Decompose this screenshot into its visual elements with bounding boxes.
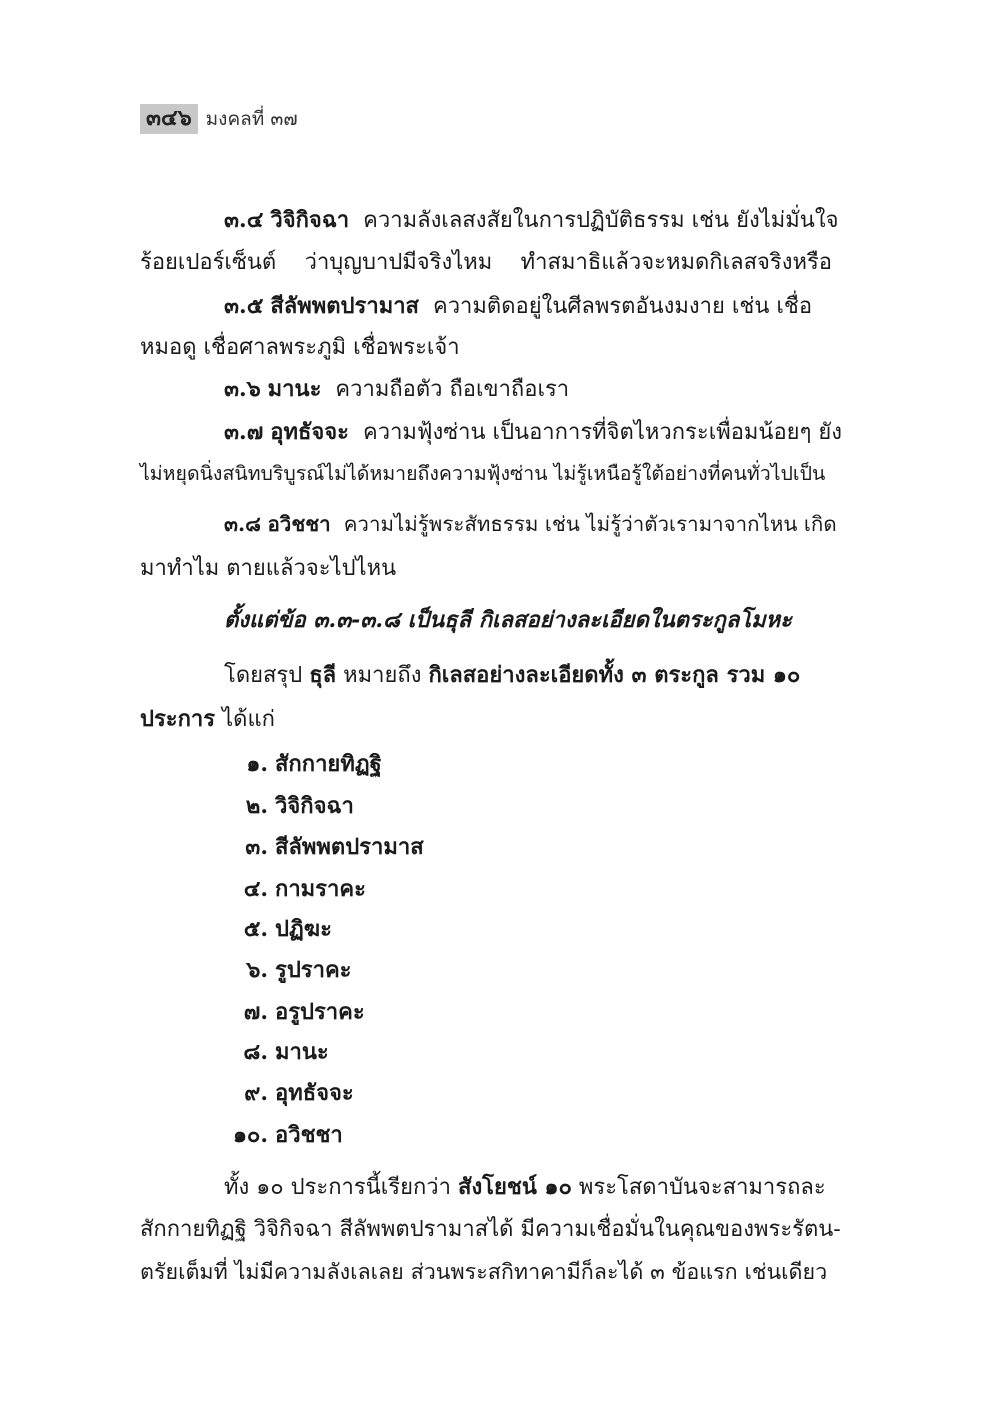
item-text: ความถือตัว ถือเขาถือเรา [335, 377, 570, 402]
item-number: ๓.๔ [224, 207, 264, 233]
final-line-2: สักกายทิฏฐิ วิจิกิจฉา สีลัพพตปรามาสได้ มีความเชื่อมั่นในคุณของพระรัตน- [140, 1217, 841, 1242]
list-item [224, 751, 524, 778]
item-number: ๓.๗ [224, 419, 264, 445]
summary-text-f: ได้แก่ [222, 707, 275, 732]
list-item [224, 793, 524, 820]
list-text: สีลัพพตปรามาส [275, 834, 424, 860]
item-term: อุทธัจจะ [270, 419, 349, 445]
page-header [140, 104, 298, 134]
summary-line-1 [224, 662, 832, 689]
summary-text-a: โดยสรุป [224, 663, 303, 688]
running-title: มงคลที่ ๓๗ [205, 108, 298, 131]
list-item [224, 834, 524, 861]
page-number: ๓๔๖ [140, 104, 198, 134]
list-item [224, 999, 524, 1026]
list-text: วิจิกิจฉา [275, 793, 354, 819]
list-number: ๗. [243, 999, 268, 1025]
list-item [224, 876, 524, 903]
summary-line-2 [140, 706, 275, 733]
list-text: มานะ [275, 1039, 329, 1065]
list-number: ๑. [246, 751, 268, 777]
item-text: ความลังเลสงสัยในการปฏิบัติธรรม เช่น ยังไม่มั่นใจ [363, 208, 839, 233]
final-text-a: ทั้ง ๑๐ ประการนี้เรียกว่า [224, 1175, 452, 1200]
summary-text-c: หมายถึง [343, 663, 422, 688]
paragraph-3-5-line-2: หมอดู เชื่อศาลพระภูมิ เชื่อพระเจ้า [140, 335, 460, 360]
summary-term: ธุลี [309, 662, 337, 688]
list-text: กามราคะ [275, 876, 366, 902]
item-number: ๓.๕ [224, 293, 264, 319]
list-number: ๓. [245, 834, 268, 860]
list-number: ๙. [244, 1080, 268, 1106]
summary-bold-e: ประการ [140, 706, 216, 732]
final-line-3: ตรัยเต็มที่ ไม่มีความลังเลเลย ส่วนพระสกิทาคามีก็ละได้ ๓ ข้อแรก เช่นเดียว [140, 1260, 828, 1285]
paragraph-3-5-line-1 [224, 293, 832, 320]
item-term: วิจิกิจฉา [270, 207, 350, 233]
list-number: ๖. [246, 957, 268, 983]
paragraph-3-8-line-2: มาทำไม ตายแล้วจะไปไหน [140, 556, 397, 581]
item-text: ความไม่รู้พระสัทธรรม เช่น ไม่รู้ว่าตัวเรามาจากไหน เกิด [343, 512, 837, 536]
list-number: ๔. [243, 876, 268, 902]
list-item [224, 1080, 524, 1107]
item-term: อวิชชา [267, 512, 331, 536]
list-text: อรูปราคะ [275, 999, 365, 1025]
paragraph-3-7-line-2: ไม่หยุดนิ่งสนิทบริบูรณ์ไม่ได้หมายถึงความฟุ้งซ่าน ไม่รู้เหนือรู้ใต้อย่างที่คนทั่วไปเป็น [140, 462, 826, 485]
list-item [224, 1122, 524, 1149]
paragraph-3-8-line-1 [224, 512, 837, 537]
paragraph-3-6-line-1 [224, 376, 832, 403]
item-term: มานะ [267, 376, 322, 402]
item-number: ๓.๘ [224, 512, 261, 536]
list-item [224, 916, 524, 943]
paragraph-3-7-line-1 [224, 419, 843, 446]
list-item [224, 957, 524, 984]
list-item [224, 1039, 524, 1066]
list-text: ปฏิฆะ [275, 916, 332, 942]
list-text: สักกายทิฏฐิ [275, 751, 382, 777]
final-text-c: พระโสดาบันจะสามารถละ [578, 1175, 826, 1200]
list-text: อุทธัจจะ [275, 1080, 354, 1106]
item-text: ความติดอยู่ในศีลพรตอันงมงาย เช่น เชื่อ [432, 294, 813, 319]
list-number: ๒. [245, 793, 268, 819]
list-number: ๑๐. [232, 1122, 268, 1148]
list-text: รูปราคะ [275, 957, 352, 983]
final-term: สังโยชน์ ๑๐ [458, 1174, 572, 1200]
final-line-1 [224, 1174, 832, 1201]
paragraph-3-4-line-1 [224, 207, 839, 234]
list-number: ๕. [243, 916, 268, 942]
section-heading: ตั้งแต่ข้อ ๓.๓-๓.๘ เป็นธุลี กิเลสอย่างละเอียดในตระกูลโมหะ [224, 607, 792, 633]
paragraph-3-4-line-2: ร้อยเปอร์เซ็นต์ ว่าบุญบาปมีจริงไหม ทำสมาธิแล้วจะหมดกิเลสจริงหรือ [140, 250, 832, 275]
item-number: ๓.๖ [224, 376, 261, 402]
item-term: สีลัพพตปรามาส [270, 293, 419, 319]
item-text: ความฟุ้งซ่าน เป็นอาการที่จิตไหวกระเพื่อมน้อยๆ ยัง [363, 420, 843, 445]
summary-bold-d: กิเลสอย่างละเอียดทั้ง ๓ ตระกูล รวม ๑๐ [428, 662, 801, 688]
list-text: อวิชชา [275, 1122, 343, 1148]
list-number: ๘. [243, 1039, 268, 1065]
